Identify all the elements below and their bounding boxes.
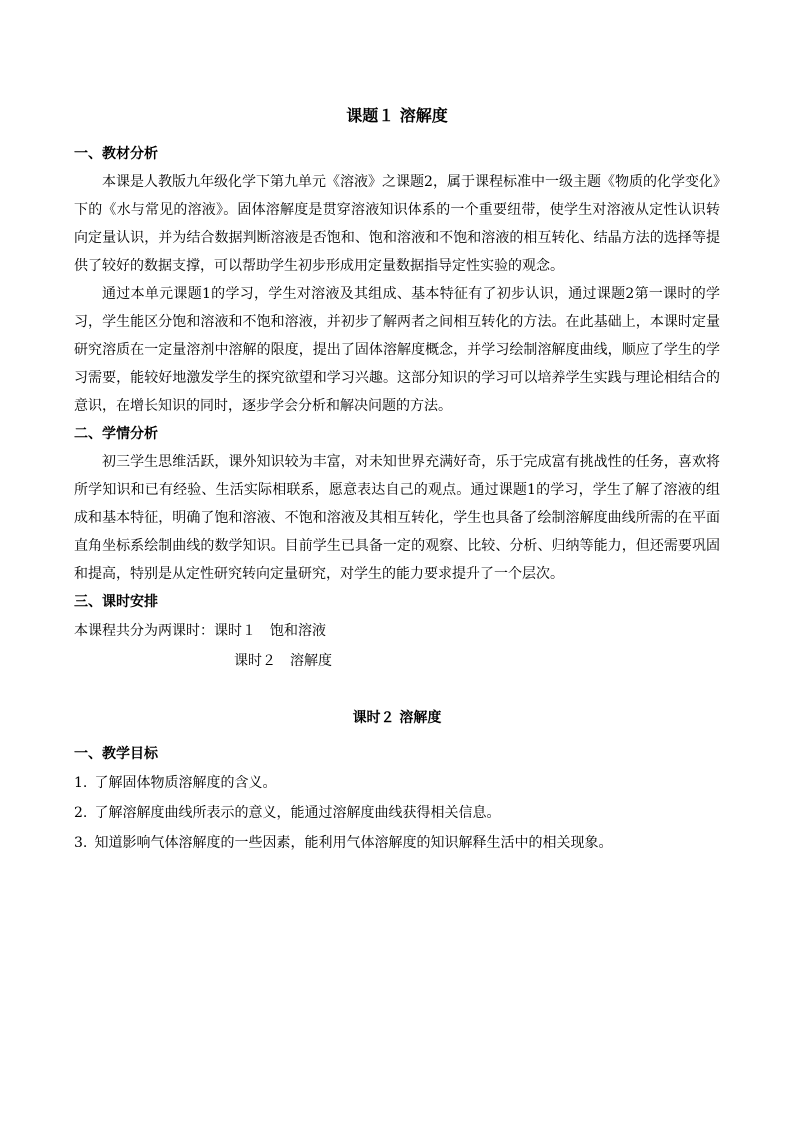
schedule-lesson-1: 课时１ 饱和溶液	[214, 623, 326, 639]
list-item	[74, 828, 720, 858]
list-item	[74, 768, 720, 798]
list-number: 2.	[74, 805, 88, 821]
paragraph: 本课是人教版九年级化学下第九单元《溶液》之课题2，属于课程标准中一级主题《物质的化学变化》下的《水与常见的溶液》。固体溶解度是贯穿溶液知识体系的一个重要纽带，使学生对溶液从定性认识转向定量认识，并为结合数据判断溶液是否饱和、饱和溶液和不饱和溶液的相互转化、结晶方法的选择等提供了较好的数据支撑，可以帮助学生初步形成用定量数据指导定性实验的观念。	[74, 174, 720, 274]
list-number: 3.	[74, 835, 88, 851]
list-text: 了解溶解度曲线所表示的意义，能通过溶解度曲线获得相关信息。	[94, 805, 501, 821]
section-heading: 二、学情分析	[74, 426, 158, 442]
document-page	[74, 102, 720, 858]
section-heading: 一、教材分析	[74, 146, 158, 162]
section-schedule	[74, 588, 720, 676]
document-title: 课题１ 溶解度	[346, 106, 448, 125]
paragraph: 初三学生思维活跃，课外知识较为丰富，对未知世界充满好奇，乐于完成富有挑战性的任务，喜欢将所学知识和已有经验、生活实际相联系，愿意表达自己的观点。通过课题1的学习，学生了解了溶液的组成和基本特征，明确了饱和溶液、不饱和溶液及其相互转化，学生也具备了绘制溶解度曲线所需的在平面直角坐标系绘制曲线的数学知识。目前学生已具备一定的观察、比较、分析、归纳等能力，但还需要巩固和提高，特别是从定性研究转向定量研究，对学生的能力要求提升了一个层次。	[74, 454, 720, 582]
schedule-row	[74, 646, 720, 676]
section-heading: 三、课时安排	[74, 594, 158, 610]
paragraph: 通过本单元课题1的学习，学生对溶液及其组成、基本特征有了初步认识，通过课题2第一课时的学习，学生能区分饱和溶液和不饱和溶液，并初步了解两者之间相互转化的方法。在此基础上，本课时定量研究溶质在一定量溶剂中溶解的限度，提出了固体溶解度概念，并学习绘制溶解度曲线，顺应了学生的学习需要，能较好地激发学生的探究欲望和学习兴趣。这部分知识的学习可以培养学生实践与理论相结合的意识，在增长知识的同时，逐步学会分析和解决问题的方法。	[74, 286, 720, 414]
schedule-lesson-2: 课时２ 溶解度	[234, 653, 332, 669]
lesson-title: 课时２ 溶解度	[352, 710, 442, 726]
section-teaching-goals	[74, 740, 720, 858]
schedule-row	[74, 616, 720, 646]
list-text: 知道影响气体溶解度的一些因素，能利用气体溶解度的知识解释生活中的相关现象。	[94, 835, 613, 851]
schedule-intro: 本课程共分为两课时：	[74, 623, 214, 639]
list-number: 1.	[74, 775, 88, 791]
section-student-analysis	[74, 420, 720, 588]
list-item	[74, 798, 720, 828]
section-textbook-analysis	[74, 140, 720, 420]
section-heading: 一、教学目标	[74, 746, 158, 762]
list-text: 了解固体物质溶解度的含义。	[94, 775, 277, 791]
